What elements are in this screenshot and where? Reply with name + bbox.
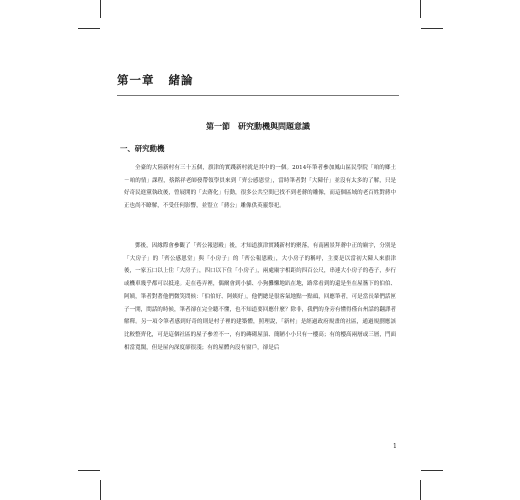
crop-mark bbox=[78, 28, 100, 29]
crop-mark bbox=[421, 28, 443, 29]
subheading: 一、研究動機 bbox=[120, 144, 165, 153]
chapter-label: 第一章 bbox=[117, 73, 155, 87]
crop-mark bbox=[420, 0, 421, 18]
crop-mark bbox=[420, 480, 421, 500]
chapter-heading bbox=[117, 72, 194, 88]
page-number: 1 bbox=[393, 443, 397, 450]
chapter-divider bbox=[117, 95, 399, 96]
crop-mark bbox=[100, 0, 101, 18]
body-paragraph: 全臺的大陸新村有三十五個，旗津的實踐新村就是其中的一個。2014年筆者參加鳳山區民學院「咱的鄉土－咱的情」課程，蔡銘祥老師發帶領學員來到「齊公感恩堂」，當時筆者對「大陳仔」並沒有太多的了解，只是好奇民進黨執政後，曾展開的「去蔣化」行動，很多公共空間已找不到老蔣的雕像，而這個區域的老百姓對蔣中正也尚不瞭解，不受任何影響，並豎立「蔣公」雕像供英靈祭祀。 bbox=[124, 165, 396, 210]
section-heading bbox=[117, 121, 399, 132]
section-label: 第一節 bbox=[206, 121, 230, 131]
chapter-title: 緒論 bbox=[168, 73, 194, 87]
crop-mark bbox=[100, 480, 101, 500]
body-paragraph: 鄧後，因緣際會參觀了「齊公報恩殿」後，才知道旗津實踐新村的聚落，有南國景拜蔣中正的廟宇，分別是「大房子」的「齊公感恩堂」與「小房子」的「齊公報恩殿」，大小房子的稱呼，主要是以當初大陳人來旗津後，一家五口以上住「大房子」，四口以下住「小房子」，兩處廟宇相距約四百公尺，串連大小房子的巷子，步行或機車幾乎都可以抵達。走在巷弄裡，偶爾會到小貓、小狗攤懶地趴在地，路常看到的還是坐在屋簷下的伯伯、阿姨，筆者對著他們微笑問候：「伯伯好、阿姨好」，他們總是很客氣地點一點頭，回應筆者，可是當長輩們話匣子一開，問話的時候，筆者卻在完全聽不懂，也不知道要回應什麼？除非，我們的身旁有懂得僅台州話的翻譯者解釋。另一項令筆者感到好奇的則是村子裡的建築體，照理說，「新村」是經過政府規畫的社區，通過規劃應該比較整齊化，可是這個社區的屋子參差不一，有的磚砌屋頂、簡陋小小只有一樓高；有的樓高兩層或三層，門面相當寬闊，但是屋內深度卻很淺；有的屋體內沒有窗戶，卻是后 bbox=[124, 243, 396, 351]
crop-mark bbox=[421, 470, 443, 471]
section-title: 研究動機與問題意識 bbox=[238, 121, 310, 131]
crop-mark bbox=[78, 470, 100, 471]
